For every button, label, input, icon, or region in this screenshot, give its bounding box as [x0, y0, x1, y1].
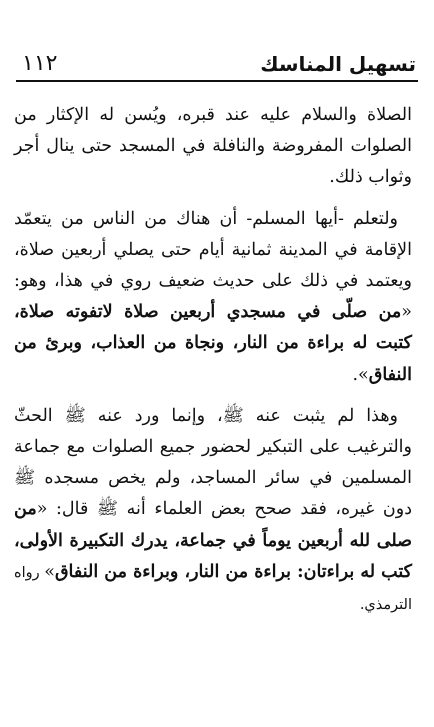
paragraph-1-text: الصلاة والسلام عليه عند قبره، ويُسن له الإكثار من الصلوات المفروضة والنافلة في المسجد حتى ينال أجر وثواب ذلك. [14, 105, 412, 188]
page-header [16, 46, 418, 82]
page-body [14, 100, 412, 631]
paragraph-3 [14, 401, 412, 621]
hadith-quote-1: من صلّى في مسجدي أربعين صلاة لاتفوته صلاة، كتبت له براءة من النار، ونجاة من العذاب، وبرئ من النفاق [14, 302, 412, 385]
hadith-source: رواه الترمذي. [14, 564, 412, 614]
paragraph-2 [14, 204, 412, 391]
book-title: تسهيل المناسك [260, 52, 416, 76]
paragraph-1 [14, 100, 412, 194]
header-divider [16, 80, 418, 82]
paragraph-2-closing: ». [352, 364, 369, 385]
paragraph-3-closing: » [44, 561, 55, 582]
hadith-quote-2: من صلى لله أربعين يوماً في جماعة، يدرك التكبيرة الأولى، كتب له براءتان: براءة من النار، وبراءة من النفاق [14, 499, 412, 582]
paragraph-2-text: ولتعلم -أيها المسلم- أن هناك من الناس من يتعمّد الإقامة في المدينة ثمانية أيام حتى يصلي أربعين صلاة، ويعتمد في ذلك على حديث ضعيف روي في هذا، وهو: « [14, 208, 412, 323]
paragraph-3-text: وهذا لم يثبت عنه ﷺ، وإنما ورد عنه ﷺ الحثّ والترغيب على التبكير لحضور جميع الصلوات مع جماعة المسلمين في سائر المساجد، ولم يخص مسجده ﷺ دون غيره، فقد صحح بعض العلماء أنه ﷺ قال: « [14, 405, 412, 520]
page-number: ١١٢ [22, 51, 58, 76]
